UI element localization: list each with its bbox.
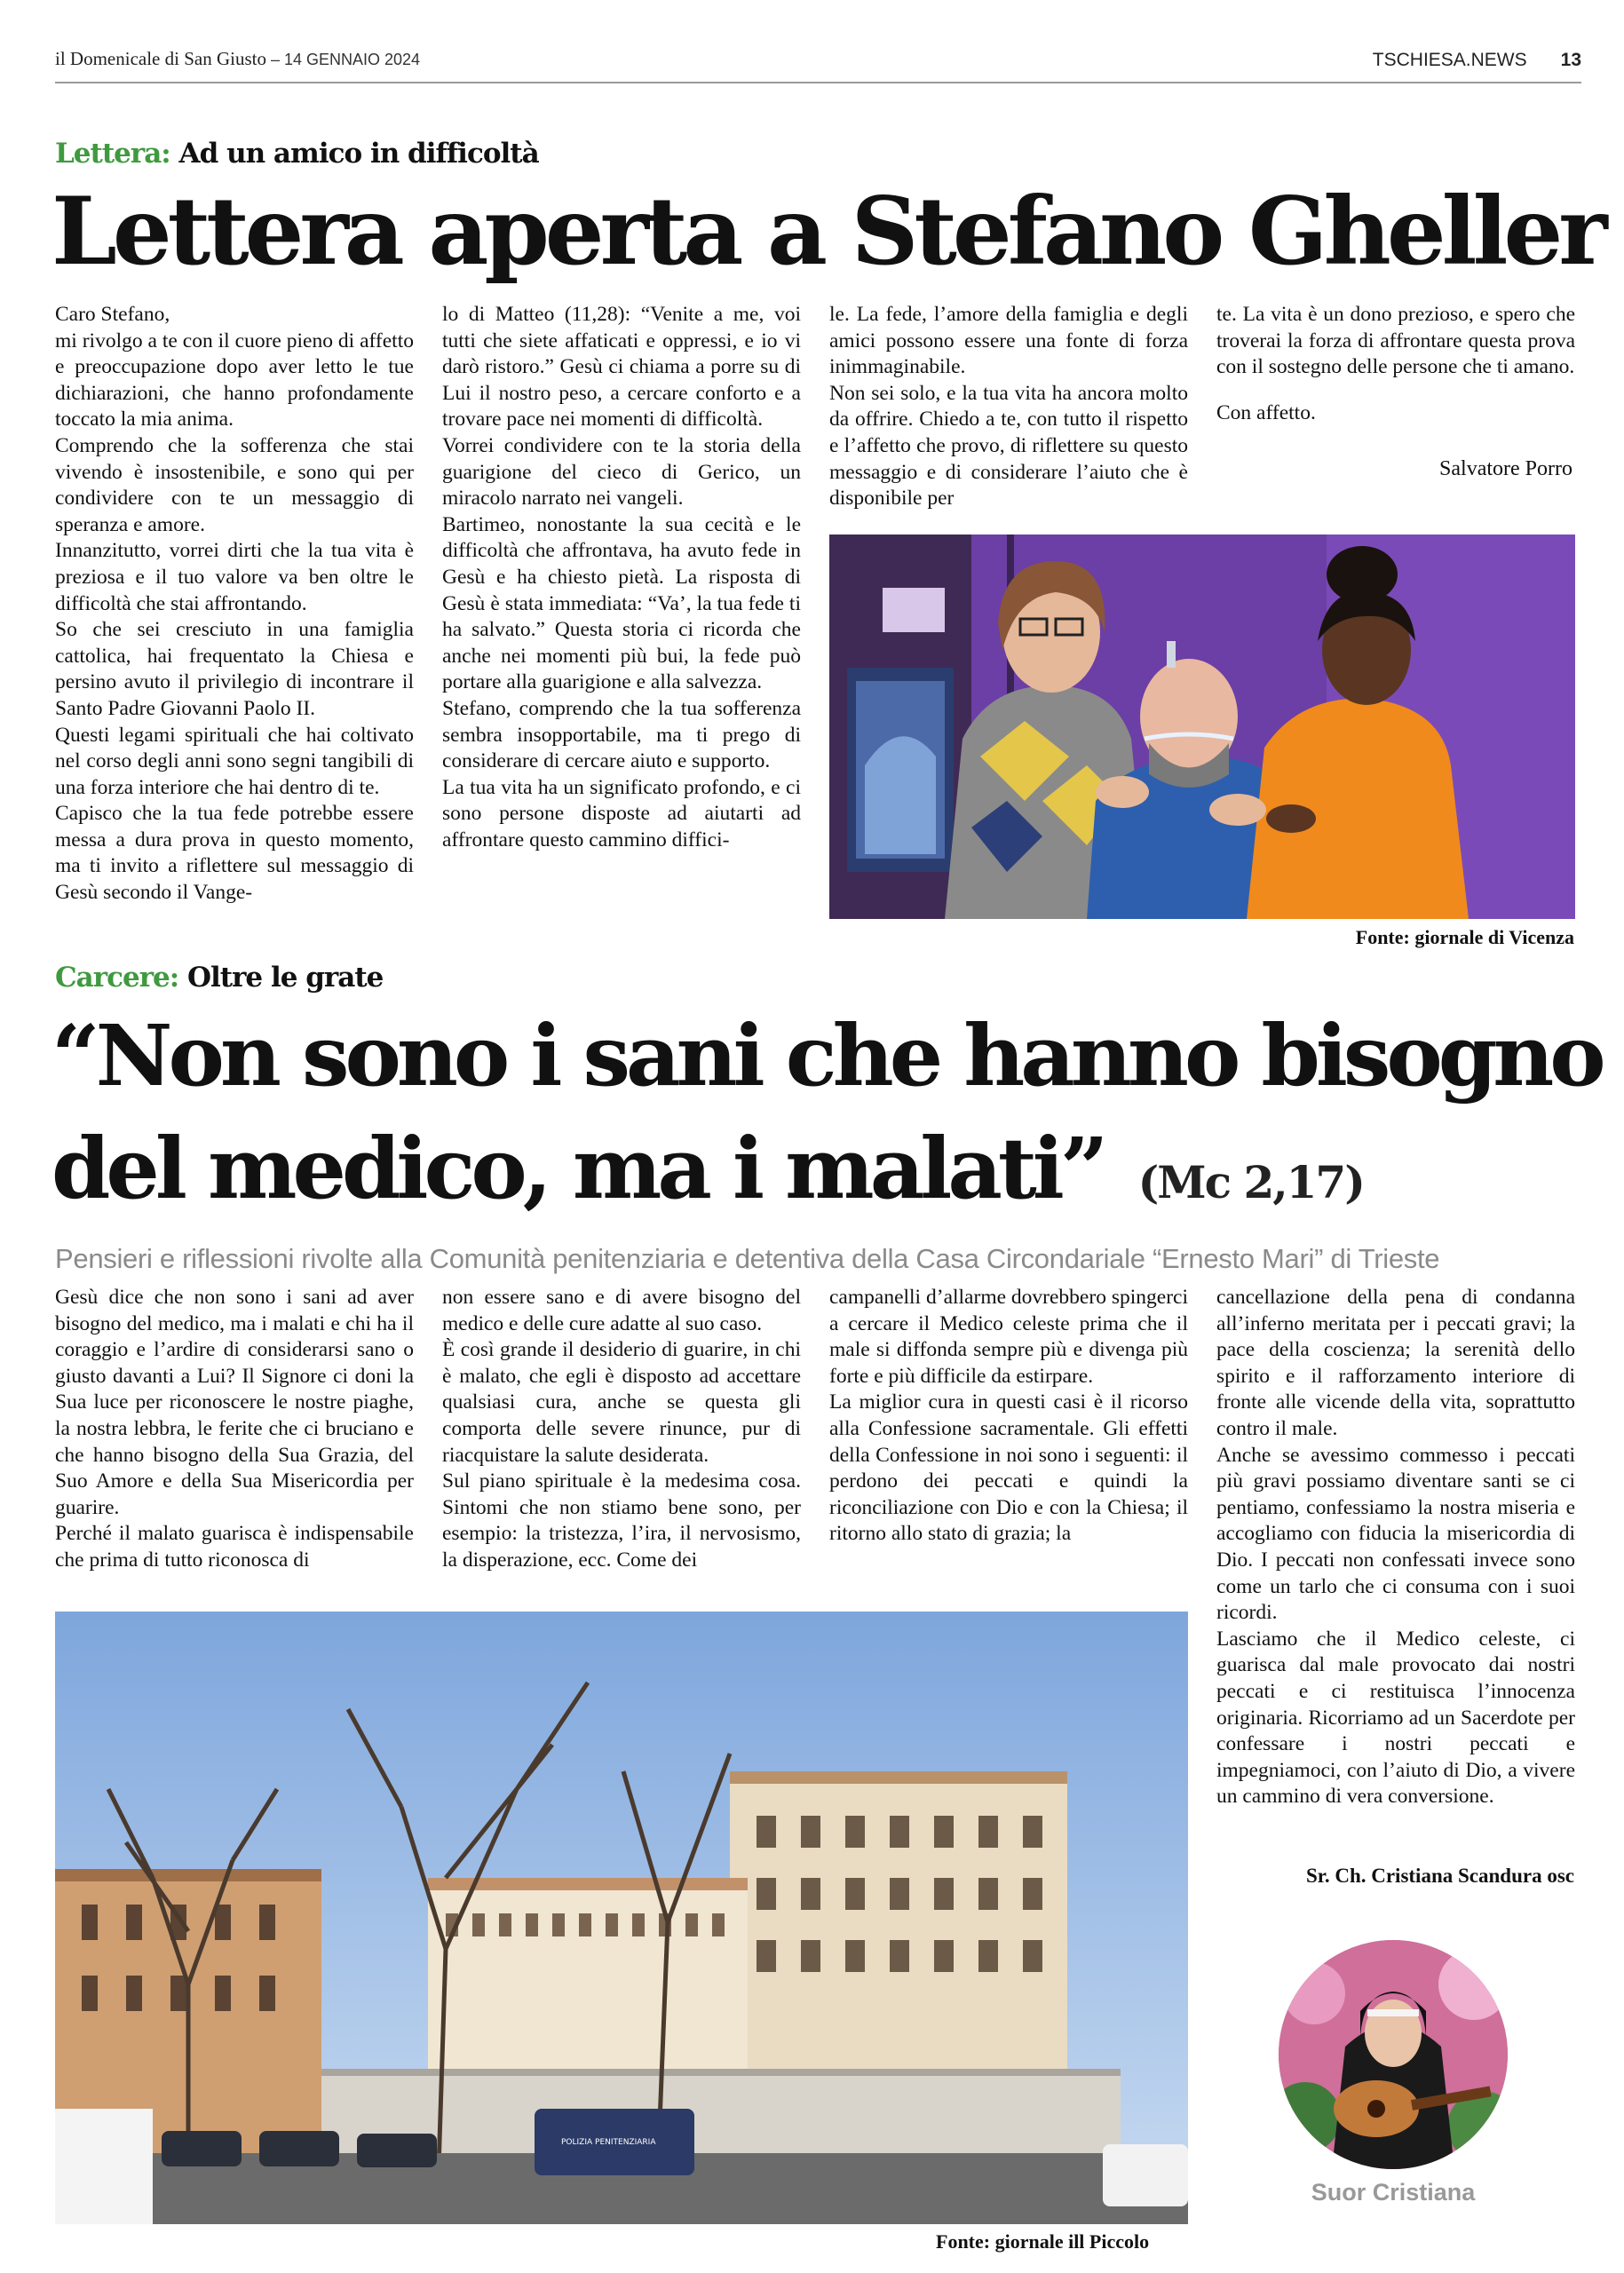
running-header-right: [1373, 50, 1581, 71]
article2-headline-text: del medico, ma i malati”: [51, 1120, 1105, 1218]
paragraph: La miglior cura in questi casi è il ricorso alla Confessione sacramentale. Gli effetti della Confessione in noi sono i seguenti: il perdono dei peccati e quindi la riconciliazione con Dio e con la Chiesa; il ritorno allo stato di grazia; la: [829, 1390, 1188, 1546]
scripture-reference: (Mc 2,17): [1137, 1156, 1364, 1208]
article2-subhead: Pensieri e riflessioni rivolte alla Comunità penitenziaria e detentiva della Casa Circondariale “Ernesto Mari” di Trieste: [55, 1243, 1440, 1274]
issue-date: – 14 GENNAIO 2024: [265, 51, 421, 68]
publication-name: il Domenicale di San Giusto: [55, 48, 266, 69]
paragraph: lo di Matteo (11,28): “Venite a me, voi tutti che siete affaticati e oppressi, e io vi darò ristoro.” Gesù ci chiama a porre su di Lui il nostro peso, a cercare conforto e a trovare pace nei momenti di difficoltà.: [442, 303, 801, 432]
paragraph: Con affetto.: [1216, 400, 1316, 424]
van-text: POLIZIA PENITENZIARIA: [561, 2138, 656, 2147]
page-number: 13: [1560, 50, 1581, 70]
paragraph: mi rivolgo a te con il cuore pieno di affetto e preoccupazione dopo aver letto le tue dichiarazioni, che hanno profondamente toccato la mia anima.: [55, 329, 414, 432]
paragraph: Non sei solo, e la tua vita ha ancora molto da offrire. Chiedo a te, con tutto il rispetto e l’affetto che provo, di riflettere su questo messaggio e di considerare l’aiuto che è disponibile per: [829, 381, 1188, 511]
paragraph: Innanzitutto, vorrei dirti che la tua vita è preziosa e il tuo valore va ben oltre le difficoltà che stai affrontando.: [55, 539, 414, 615]
article1-signature: Salvatore Porro: [1439, 457, 1573, 480]
people-photo-illustration: [829, 535, 1575, 919]
article1-column-1: [55, 302, 414, 907]
article2-column-3: [829, 1285, 1188, 1548]
article1-column-4: [1216, 302, 1575, 426]
article1-kicker-text: Ad un amico in difficoltà: [170, 138, 539, 170]
site-name: TSCHIESA.NEWS: [1372, 50, 1527, 70]
paragraph: Bartimeo, nonostante la sua cecità e le difficoltà che affrontava, ha avuto fede in Gesù e ha chiesto pietà. La risposta di Gesù è stata immediata: “Va’, la tua fede ti ha salvato.” Questa storia ci ricorda che anche nei momenti più bui, la fede può portare alla guarigione e alla salvezza.: [442, 512, 801, 694]
paragraph: Capisco che la tua fede potrebbe essere messa a dura prova in questo momento, ma ti invito a riflettere sul messaggio di Gesù secondo il Vange-: [55, 802, 414, 905]
author-avatar: [1279, 1940, 1508, 2169]
article2-signature: Sr. Ch. Cristiana Scandura osc: [1305, 1865, 1574, 1887]
paragraph: Caro Stefano,: [55, 303, 170, 326]
article2-column-2: [442, 1285, 801, 1574]
article1-kicker: [55, 138, 539, 170]
article2-photo: [55, 1612, 1188, 2224]
paragraph: Stefano, comprendo che la tua sofferenza sembra insopportabile, ma ti prego di considerare di cercare aiuto e supporto.: [442, 696, 801, 773]
article2-kicker-text: Oltre le grate: [178, 962, 384, 994]
prison-photo-illustration: [55, 1612, 1188, 2224]
paragraph: Perché il malato guarisca è indispensabile che prima di tutto riconosca di: [55, 1522, 414, 1572]
paragraph: campanelli d’allarme dovrebbero spingerci a cercare il Medico celeste prima che il male si diffonda sempre più e divenga più forte e più difficile da estirpare.: [829, 1286, 1188, 1388]
paragraph: Vorrei condividere con te la storia della guarigione del cieco di Gerico, un miracolo narrato nei vangeli.: [442, 433, 801, 511]
paragraph: Anche se avessimo commesso i peccati più gravi possiamo diventare santi se ci pentiamo, confessiamo la nostra miseria e accogliamo con fiducia la misericordia di Dio. I peccati non confessati invece sono come un tarlo che ci consuma con i suoi ricordi.: [1216, 1443, 1575, 1625]
article2-photo-caption: Fonte: giornale ill Piccolo: [936, 2230, 1150, 2253]
paragraph: Questi legami spirituali che hai coltivato nel corso degli anni sono segni tangibili di una forza interiore che hai dentro di te.: [55, 723, 414, 799]
article2-headline-line-1: “Non sono i sani che hanno bisogno: [51, 1007, 1602, 1105]
avatar-name: Suor Cristiana: [1311, 2179, 1476, 2206]
running-header-left: [55, 48, 420, 70]
article1-column-2: [442, 302, 801, 853]
paragraph: È così grande il desiderio di guarire, in chi è malato, che egli è disposto ad accettare qualsiasi cura, anche se questa gli comporta delle severe rinunce, pur di riacquistare la salute desiderata.: [442, 1338, 801, 1467]
paragraph: Gesù dice che non sono i sani ad aver bisogno del medico, ma i malati e chi ha il coraggio e l’ardire di considerarsi sano o giusto davanti a Lui? Il Signore ci doni la Sua luce per riconoscere le nostre piaghe, la nostra lebbra, le ferite che ci bruciano e che hanno bisogno della Sua Grazia, del Suo Amore e della Sua Misericordia per guarire.: [55, 1286, 414, 1519]
article2-kicker: [55, 962, 383, 994]
article2-headline-line-2: [51, 1121, 1364, 1232]
paragraph: So che sei cresciuto in una famiglia cattolica, hai frequentato la Chiesa e persino avuto il privilegio di incontrare il Santo Padre Giovanni Paolo II.: [55, 618, 414, 720]
paragraph: te. La vita è un dono prezioso, e spero che troverai la forza di affrontare questa prova con il sostegno delle persone che ti amano.: [1216, 303, 1575, 379]
paragraph: Lasciamo che il Medico celeste, ci guarisca dal male provocato dai nostri peccati e ci restituisca l’innocenza originaria. Ricorriamo ad un Sacerdote per confessare i nostri peccati e impegniamoci, con l’aiuto di Dio, a vivere un cammino di vera conversione.: [1216, 1627, 1575, 1809]
paragraph: Comprendo che la sofferenza che stai vivendo è insostenibile, e sono qui per condividere con te un messaggio di speranza e amore.: [55, 433, 414, 536]
paragraph: non essere sano e di avere bisogno del medico e delle cure adatte al suo caso.: [442, 1286, 801, 1335]
paragraph: cancellazione della pena di condanna all’inferno meritata per i peccati gravi; la pace della coscienza; la serenità dello spirito e il rafforzamento interiore di fronte alle vicende della vita, soprattutto contro il male.: [1216, 1286, 1575, 1440]
nun-portrait-illustration: [1279, 1940, 1508, 2169]
article1-photo-caption: Fonte: giornale di Vicenza: [1355, 926, 1574, 948]
paragraph: Sul piano spirituale è la medesima cosa. Sintomi che non stiamo bene sono, per esempio: la tristezza, l’ira, il nervosismo, la disperazione, ecc. Come dei: [442, 1469, 801, 1572]
paragraph: le. La fede, l’amore della famiglia e degli amici possono essere una fonte di forza inimmaginabile.: [829, 303, 1188, 379]
header-rule: [55, 82, 1581, 83]
article1-photo: [829, 535, 1575, 919]
article2-column-4: [1216, 1285, 1575, 1810]
article1-headline: Lettera aperta a Stefano Gheller: [51, 176, 1604, 286]
article1-column-3: [829, 302, 1188, 512]
article2-kicker-label: Carcere:: [55, 962, 179, 994]
article2-column-1: [55, 1285, 414, 1574]
article1-kicker-label: Lettera:: [55, 138, 170, 170]
paragraph: La tua vita ha un significato profondo, e ci sono persone disposte ad aiutarti ad affrontare questo cammino diffici-: [442, 775, 801, 851]
